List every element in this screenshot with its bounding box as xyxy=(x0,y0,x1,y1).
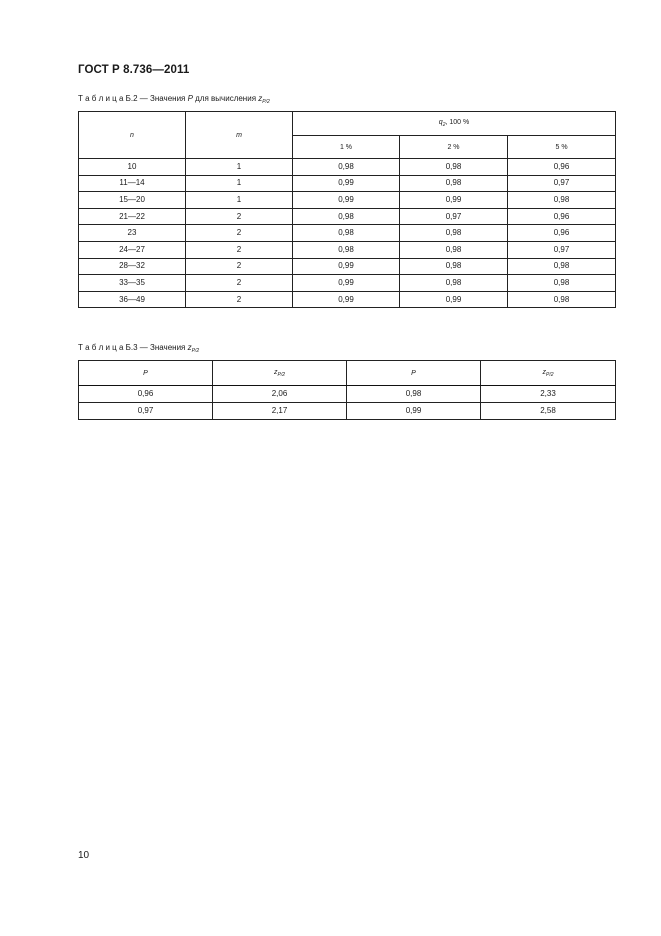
table-row xyxy=(79,403,616,420)
cell-n: 21—22 xyxy=(79,208,186,225)
table-b3-header-z-left-sub: P/2 xyxy=(277,371,285,378)
table-row xyxy=(79,291,616,308)
cell-1pct: 0,98 xyxy=(293,208,400,225)
cell-m: 2 xyxy=(186,241,293,258)
cell-n: 36—49 xyxy=(79,291,186,308)
cell-5pct: 0,96 xyxy=(508,208,616,225)
cell-2pct: 0,98 xyxy=(400,258,508,275)
cell-m: 1 xyxy=(186,175,293,192)
table-b3-header-p-left xyxy=(79,361,213,386)
cell-1pct: 0,98 xyxy=(293,225,400,242)
cell-m: 2 xyxy=(186,291,293,308)
table-b2-header-2pct: 2 % xyxy=(400,136,508,159)
cell-5pct: 0,98 xyxy=(508,291,616,308)
table-b3-header-z-right-symbol: z xyxy=(542,368,546,376)
cell-2pct: 0,98 xyxy=(400,159,508,176)
table-row xyxy=(79,159,616,176)
cell-z-right: 2,58 xyxy=(481,403,616,420)
cell-n: 23 xyxy=(79,225,186,242)
table-b2-caption-z: z xyxy=(258,94,263,103)
cell-5pct: 0,98 xyxy=(508,192,616,209)
cell-n: 10 xyxy=(79,159,186,176)
cell-1pct: 0,99 xyxy=(293,258,400,275)
document-code: ГОСТ Р 8.736—2011 xyxy=(78,64,190,76)
cell-p-left: 0,97 xyxy=(79,403,213,420)
table-b2-header-q-symbol: q xyxy=(438,119,443,126)
cell-5pct: 0,96 xyxy=(508,225,616,242)
table-b2-caption-prefix: Т а б л и ц а xyxy=(78,94,124,103)
table-b3-header-p-left-label: P xyxy=(143,369,148,377)
table-row xyxy=(79,192,616,209)
cell-5pct: 0,97 xyxy=(508,241,616,258)
cell-2pct: 0,98 xyxy=(400,225,508,242)
cell-n: 24—27 xyxy=(79,241,186,258)
cell-n: 15—20 xyxy=(79,192,186,209)
table-b2-caption xyxy=(78,94,270,105)
cell-z-right: 2,33 xyxy=(481,386,616,403)
table-b2-caption-z-sub: P/2 xyxy=(262,99,270,105)
table-b3-header-z-left xyxy=(213,361,347,386)
cell-m: 1 xyxy=(186,192,293,209)
table-b2-header-n xyxy=(79,112,186,159)
table-b3-caption-number: Б.3 — Значения xyxy=(123,343,188,352)
cell-2pct: 0,99 xyxy=(400,192,508,209)
cell-5pct: 0,97 xyxy=(508,175,616,192)
table-b2-header-q xyxy=(293,112,616,136)
table-b2 xyxy=(78,111,616,308)
table-row xyxy=(79,175,616,192)
cell-m: 2 xyxy=(186,208,293,225)
table-b2-header-q-sub: 2 xyxy=(442,122,446,128)
cell-2pct: 0,98 xyxy=(400,241,508,258)
cell-m: 2 xyxy=(186,225,293,242)
cell-n: 28—32 xyxy=(79,258,186,275)
table-b2-header-5pct: 5 % xyxy=(508,136,616,159)
table-row xyxy=(79,258,616,275)
table-b3-caption-z-sub: P/2 xyxy=(191,348,200,354)
table-b3 xyxy=(78,360,616,420)
cell-5pct: 0,98 xyxy=(508,275,616,292)
cell-1pct: 0,99 xyxy=(293,275,400,292)
page-number: 10 xyxy=(78,850,90,861)
cell-p-right: 0,98 xyxy=(347,386,481,403)
table-b3-header-p-right-label: P xyxy=(411,369,416,377)
cell-m: 1 xyxy=(186,159,293,176)
cell-n: 33—35 xyxy=(79,275,186,292)
table-row xyxy=(79,208,616,225)
cell-1pct: 0,98 xyxy=(293,241,400,258)
table-b3-caption xyxy=(78,343,199,354)
table-b3-header-z-left-symbol: z xyxy=(273,368,278,376)
table-b2-header-m-label: m xyxy=(236,131,242,139)
table-row xyxy=(79,386,616,403)
cell-5pct: 0,98 xyxy=(508,258,616,275)
cell-z-left: 2,17 xyxy=(213,403,347,420)
table-row xyxy=(79,275,616,292)
cell-n: 11—14 xyxy=(79,175,186,192)
table-b2-caption-p: P xyxy=(187,94,193,103)
table-b2-header-q-rest: , 100 % xyxy=(445,119,470,126)
cell-2pct: 0,99 xyxy=(400,291,508,308)
cell-2pct: 0,98 xyxy=(400,175,508,192)
table-b2-header-1pct: 1 % xyxy=(293,136,400,159)
table-b3-header-z-right xyxy=(481,361,616,386)
table-b3-caption-z: z xyxy=(187,343,192,352)
table-row xyxy=(79,241,616,258)
table-b2-header-m xyxy=(186,112,293,159)
table-b2-header-n-label: n xyxy=(130,131,134,139)
table-b3-header-z-right-sub: P/2 xyxy=(545,371,554,378)
table-b2-caption-number: Б.2 — Значения xyxy=(123,94,188,103)
cell-1pct: 0,99 xyxy=(293,291,400,308)
cell-p-left: 0,96 xyxy=(79,386,213,403)
cell-1pct: 0,99 xyxy=(293,175,400,192)
cell-1pct: 0,99 xyxy=(293,192,400,209)
table-b2-caption-mid: для вычисления xyxy=(192,94,259,103)
cell-m: 2 xyxy=(186,258,293,275)
table-row xyxy=(79,225,616,242)
cell-5pct: 0,96 xyxy=(508,159,616,176)
table-b3-header-p-right xyxy=(347,361,481,386)
cell-p-right: 0,99 xyxy=(347,403,481,420)
cell-2pct: 0,97 xyxy=(400,208,508,225)
cell-m: 2 xyxy=(186,275,293,292)
table-b3-caption-prefix: Т а б л и ц а xyxy=(78,343,124,352)
cell-2pct: 0,98 xyxy=(400,275,508,292)
cell-z-left: 2,06 xyxy=(213,386,347,403)
cell-1pct: 0,98 xyxy=(293,159,400,176)
